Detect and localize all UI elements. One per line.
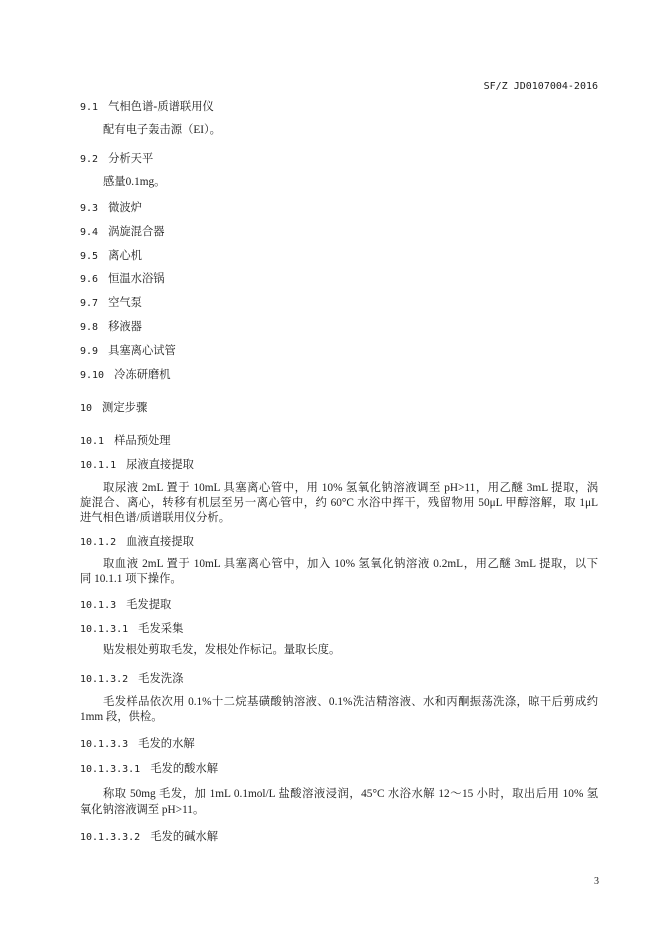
section-number: 10.1.3.3.2	[80, 832, 141, 843]
section-title: 离心机	[108, 249, 142, 262]
section-title: 尿液直接提取	[126, 458, 194, 471]
section-heading-9-9	[80, 342, 176, 357]
paragraph-acid-hydrolysis	[80, 786, 598, 818]
section-heading-9-6	[80, 270, 165, 285]
section-heading-10-1-3-3	[80, 735, 195, 750]
section-number: 10.1.1	[80, 460, 117, 471]
section-heading-9-5	[80, 247, 142, 262]
section-number: 9.10	[80, 370, 105, 381]
paragraph-line: 称取 50mg 毛发，加 1mL 0.1mol/L 盐酸溶液浸润，45°C 水浴水解 12～15 小时，取出后用 10% 氢	[103, 788, 598, 800]
paragraph-ion-source	[80, 123, 598, 138]
section-heading-9-1	[80, 98, 214, 113]
section-heading-10-1-3	[80, 596, 171, 611]
paragraph-line: 感量0.1mg。	[103, 176, 166, 188]
paragraph-line: 取尿液 2mL 置于 10mL 具塞离心管中，用 10% 氢氧化钠溶液调至 pH>11，用乙醚 3mL 提取，涡	[103, 482, 598, 494]
section-number: 10.1.3.3	[80, 739, 129, 750]
section-number: 10.1.3.2	[80, 674, 129, 685]
section-title: 样品预处理	[114, 434, 171, 447]
section-heading-10-1-2	[80, 533, 194, 548]
paragraph-blood-extraction	[80, 557, 598, 587]
paragraph-line: 1mm 段，供检。	[80, 711, 163, 723]
section-title: 毛发的碱水解	[150, 830, 219, 843]
section-title: 气相色谱-质谱联用仪	[108, 100, 214, 113]
section-heading-10-1-1	[80, 456, 194, 471]
section-number: 9.8	[80, 322, 99, 333]
section-number: 9.3	[80, 203, 99, 214]
section-title: 涡旋混合器	[108, 225, 165, 238]
paragraph-line: 旋混合、离心，转移有机层至另一离心管中，约 60°C 水浴中挥干，残留物用 50μL 甲醇溶解，取 1μL	[80, 497, 598, 509]
section-number: 10	[80, 403, 93, 414]
section-number: 9.2	[80, 154, 99, 165]
section-title: 微波炉	[108, 201, 142, 214]
paragraph-line: 配有电子轰击源（EI）。	[103, 124, 221, 136]
section-number: 9.5	[80, 251, 99, 262]
section-number: 9.1	[80, 102, 99, 113]
section-title: 空气泵	[108, 296, 142, 309]
section-heading-9-7	[80, 294, 142, 309]
paragraph-sensitivity	[80, 175, 598, 190]
paragraph-line: 贴发根处剪取毛发，发根处作标记。量取长度。	[103, 644, 341, 656]
document-code: SF/Z JD0107004-2016	[483, 81, 598, 92]
section-heading-10-1-3-1	[80, 620, 183, 635]
paragraph-line: 毛发样品依次用 0.1%十二烷基磺酸钠溶液、0.1%洗洁精溶液、水和丙酮振荡洗涤，晾干后剪成约	[103, 696, 598, 708]
section-title: 毛发洗涤	[138, 672, 184, 685]
section-title: 毛发提取	[126, 598, 172, 611]
page-number: 3	[594, 876, 599, 887]
section-title: 测定步骤	[102, 401, 148, 414]
section-number: 10.1	[80, 436, 105, 447]
section-heading-10-1	[80, 432, 171, 447]
section-heading-9-10	[80, 366, 171, 381]
section-heading-10-1-3-3-2	[80, 828, 218, 843]
section-title: 血液直接提取	[126, 535, 194, 548]
section-heading-9-2	[80, 150, 153, 165]
paragraph-line: 氧化钠溶液调至 pH>11。	[80, 804, 205, 816]
section-title: 分析天平	[108, 152, 154, 165]
section-heading-9-4	[80, 223, 165, 238]
paragraph-line: 进气相色谱/质谱联用仪分析。	[80, 512, 230, 524]
section-heading-10-1-3-3-1	[80, 760, 218, 775]
paragraph-line: 同 10.1.1 项下操作。	[80, 573, 182, 585]
section-heading-9-3	[80, 199, 142, 214]
paragraph-hair-collection	[80, 643, 598, 658]
section-heading-10	[80, 399, 147, 414]
section-number: 9.4	[80, 227, 99, 238]
section-title: 恒温水浴锅	[108, 272, 165, 285]
section-title: 冷冻研磨机	[114, 368, 171, 381]
section-number: 9.7	[80, 298, 99, 309]
section-number: 10.1.3.1	[80, 624, 129, 635]
paragraph-urine-extraction	[80, 481, 598, 526]
section-heading-9-8	[80, 318, 142, 333]
section-title: 移液器	[108, 320, 142, 333]
section-heading-10-1-3-2	[80, 670, 183, 685]
section-number: 10.1.2	[80, 537, 117, 548]
section-number: 10.1.3.3.1	[80, 764, 141, 775]
section-title: 毛发的水解	[138, 737, 195, 750]
section-number: 10.1.3	[80, 600, 117, 611]
paragraph-line: 取血液 2mL 置于 10mL 具塞离心管中，加入 10% 氢氧化钠溶液 0.2mL，用乙醚 3mL 提取，以下	[103, 558, 598, 570]
section-title: 毛发的酸水解	[150, 762, 219, 775]
section-title: 毛发采集	[138, 622, 184, 635]
section-title: 具塞离心试管	[108, 344, 176, 357]
paragraph-hair-washing	[80, 695, 598, 725]
section-number: 9.6	[80, 274, 99, 285]
section-number: 9.9	[80, 346, 99, 357]
